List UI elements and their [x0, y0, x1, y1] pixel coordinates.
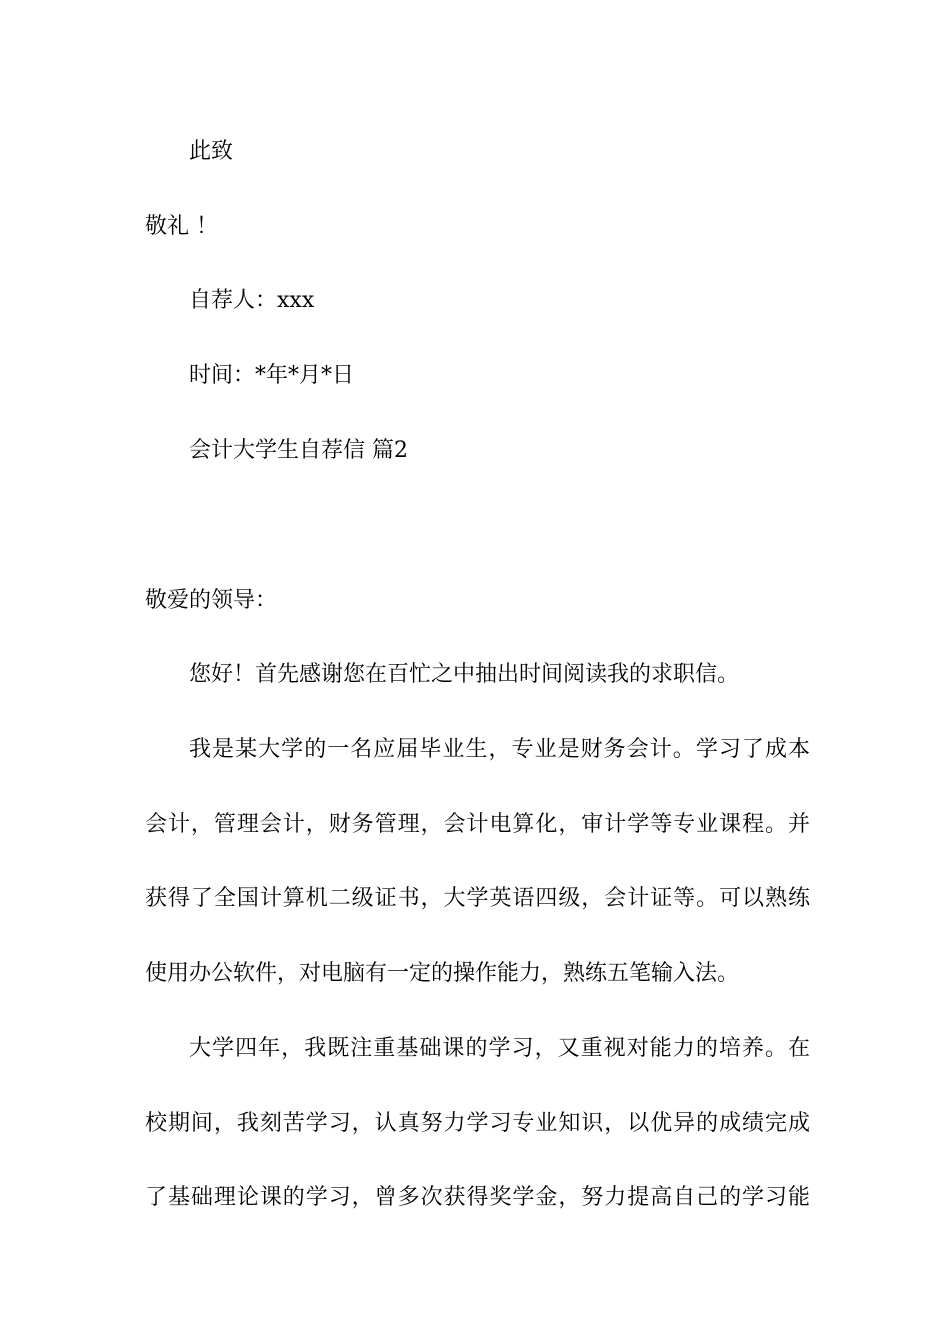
closing-line-2: 敬礼 ！ [145, 214, 218, 239]
greeting: 您好！首先感谢您在百忙之中抽出时间阅读我的求职信。 [189, 662, 740, 687]
paragraph-1-line-2: 会计，管理会计，财务管理，会计电算化，审计学等专业课程。并 [145, 812, 810, 837]
date-line: 时间：*年*月*日 [189, 363, 355, 388]
signer-line: 自荐人：xxx [189, 288, 315, 313]
paragraph-2-line-1: 大学四年，我既注重基础课的学习，又重视对能力的培养。在 [189, 1036, 810, 1061]
closing-line-1: 此致 [189, 139, 234, 164]
paragraph-1-line-1: 我是某大学的一名应届毕业生，专业是财务会计。学习了成本 [189, 737, 810, 762]
salutation: 敬爱的领导： [145, 588, 278, 613]
paragraph-1-line-4: 使用办公软件，对电脑有一定的操作能力，熟练五笔输入法。 [145, 961, 740, 986]
paragraph-2-line-2: 校期间，我刻苦学习，认真努力学习专业知识，以优异的成绩完成 [145, 1111, 810, 1136]
letter-heading: 会计大学生自荐信 篇2 [189, 438, 408, 463]
paragraph-2-line-3: 了基础理论课的学习，曾多次获得奖学金，努力提高自己的学习能 [145, 1185, 810, 1210]
paragraph-1-line-3: 获得了全国计算机二级证书，大学英语四级，会计证等。可以熟练 [145, 886, 810, 911]
